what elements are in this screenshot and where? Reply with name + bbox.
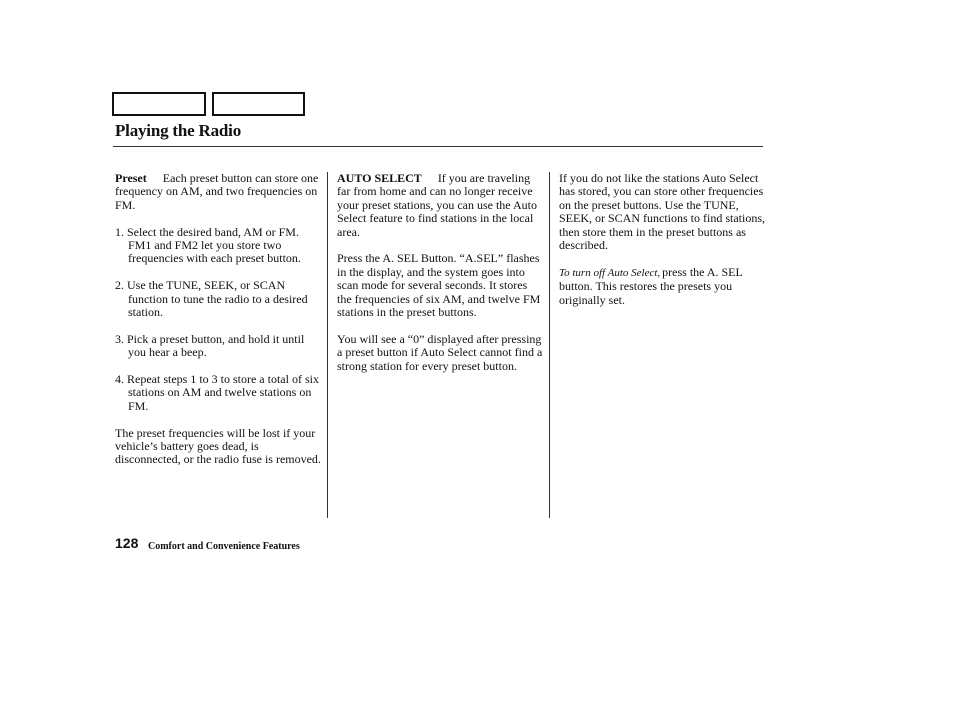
preset-closing: The preset frequencies will be lost if your vehicle’s battery goes dead, is disconnected, or the radio fuse is removed. xyxy=(115,425,321,467)
preset-step-1: 1. Select the desired band, AM or FM. FM1 and FM2 let you store two frequencies with each preset button. xyxy=(115,224,301,266)
preset-heading: Preset xyxy=(115,171,147,185)
auto-select-intro-text: If you are traveling far from home and can no longer receive your preset stations, you can use the Auto Select feature to find stations in the local area. xyxy=(337,171,537,239)
header-tab-box-2 xyxy=(212,92,305,116)
page-number: 128 xyxy=(115,535,139,551)
preset-step-2: 2. Use the TUNE, SEEK, or SCAN function to tune the radio to a desired station. xyxy=(115,278,308,320)
continued-para-2 xyxy=(559,266,765,307)
header-tab-box-1 xyxy=(112,92,206,116)
footer-section-label: Comfort and Convenience Features xyxy=(148,541,300,552)
auto-select-intro xyxy=(337,172,543,239)
auto-select-heading: AUTO SELECT xyxy=(337,171,422,185)
continued-para-1: If you do not like the stations Auto Select has stored, you can store other frequencies on the preset buttons. Use the TUNE, SEEK, or SCAN functions to find stations, then store them in the preset buttons as described. xyxy=(559,171,765,253)
column-divider-1 xyxy=(327,172,328,518)
preset-step-3: 3. Pick a preset button, and hold it until you hear a beep. xyxy=(115,331,305,360)
column-auto-select xyxy=(337,172,543,386)
preset-intro xyxy=(115,172,321,212)
column-preset xyxy=(115,172,321,480)
auto-select-para-3: You will see a “0” displayed after pressing a preset button if Auto Select cannot find a strong station for every preset button. xyxy=(337,331,543,373)
turn-off-text: press the A. SEL button. This restores the presets you originally set. xyxy=(559,264,743,307)
auto-select-para-2: Press the A. SEL Button. “A.SEL” flashes in the display, and the system goes into scan mode for several seconds. It stores the frequencies of six AM, and twelve FM stations in the preset buttons. xyxy=(337,251,541,320)
column-auto-select-continued xyxy=(559,172,765,320)
preset-intro-text: Each preset button can store one frequency on AM, and two frequencies on FM. xyxy=(115,171,319,212)
turn-off-lead: To turn off Auto Select, xyxy=(559,266,661,279)
title-rule xyxy=(113,146,763,147)
preset-step-4: 4. Repeat steps 1 to 3 to store a total of six stations on AM and twelve stations on FM. xyxy=(115,372,319,413)
column-divider-2 xyxy=(549,172,550,518)
page-title: Playing the Radio xyxy=(115,121,242,140)
